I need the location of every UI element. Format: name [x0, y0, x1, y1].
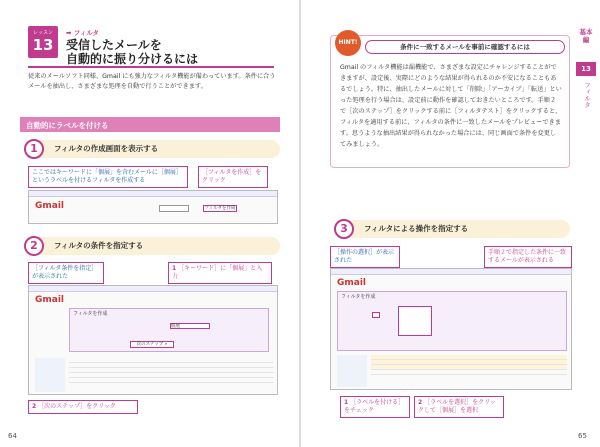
gmail-sidebar-3	[337, 355, 367, 387]
step-3-callout-c	[340, 396, 410, 418]
section-heading: 自動的にラベルを付ける	[20, 117, 280, 132]
step-2-title: フィルタの条件を指定する	[54, 241, 144, 250]
step-2-heading	[30, 237, 280, 255]
step-2-callout-c	[28, 400, 138, 414]
step-3-number: 3	[334, 219, 354, 239]
gmail-topbar-3	[331, 269, 571, 275]
side-tab-sub: フィルタ	[583, 82, 591, 108]
side-tab-label: 基本編	[579, 28, 593, 44]
title-divider	[28, 66, 274, 68]
filter-panel-header: フィルタを作成	[73, 311, 108, 317]
step-3-callout-d	[414, 396, 504, 418]
title-line-2: 自動的に振り分けるには	[66, 52, 199, 66]
hint-icon: HINT!	[335, 30, 361, 56]
list-item[interactable]	[371, 370, 567, 375]
hint-body: Gmail のフィルタ機能は漏機能で、さまざまな設定にチャレンジすることができますが、設定後、実際にどのような結果が得られるのか不安になることもあるでしょう。特に、抽出したメールに対して「削除」「アーカイブ」「転送」といった処理を行う場合は、設定前に動作を確認しておきたいところです。手順２で［次のステップ］をクリックする前に［フィルタテスト］をクリックすると、フィルタを適用する前に、フィルタの条件に一致したメールをプレビューできます。思うような抽出結果が得られなかった場合には、同じ画面で条件を変更してみましょう。	[340, 64, 562, 148]
step-3-heading	[340, 220, 570, 238]
lesson-title	[66, 38, 276, 66]
screenshot-3	[330, 268, 572, 390]
callout-b-text: ［キーワード］に「個展」と入力	[172, 265, 263, 280]
side-tab-number: 13	[576, 62, 596, 76]
step-1-callout-b: ［フィルタを作成］をクリック	[198, 166, 268, 188]
callout-c-text: ［ラベルを付ける］をチェック	[344, 399, 405, 414]
next-step-button[interactable]: 次のステップ »	[130, 341, 174, 348]
step-1-callout-a: ここではキーワードに「個展」を含むメールに［個展］というラベルを付けるフィルタを作成する	[28, 166, 188, 188]
callout-c-num: 2	[32, 403, 37, 410]
hint-title: 条件に一致するメールを事前に確認するには	[365, 40, 565, 54]
book-spine	[299, 0, 301, 447]
page-number-left: 64	[8, 432, 17, 440]
gmail-logo-3: Gmail	[337, 278, 367, 288]
step-3-title: フィルタによる操作を指定する	[364, 224, 469, 233]
lesson-subtitle: ➡ フィルタ	[66, 29, 99, 37]
step-1-heading	[30, 140, 280, 158]
gmail-topbar	[29, 191, 277, 197]
step-1-title: フィルタの作成画面を表示する	[54, 144, 159, 153]
step-3-callout-b: 手順２で指定した条件に一致するメールが表示される	[484, 246, 572, 268]
callout-d-num: 2	[418, 399, 423, 406]
lesson-badge	[28, 26, 58, 58]
gmail-topbar-2	[29, 286, 277, 292]
gmail-sidebar	[35, 358, 65, 392]
apply-label-checkbox[interactable]	[372, 312, 380, 318]
create-filter-button[interactable]: フィルタを作成	[204, 206, 236, 211]
page-number-right: 65	[578, 432, 587, 440]
list-item[interactable]	[69, 378, 274, 383]
gmail-logo: Gmail	[35, 201, 65, 211]
step-3-callout-a: ［操作の選択］が表示された	[330, 246, 400, 268]
title-line-1: 受信したメールを	[66, 38, 162, 52]
callout-d-text: ［ラベルを選択］をクリックして［個展］を選択	[418, 399, 496, 414]
action-panel	[337, 291, 567, 351]
action-panel-header: フィルタを作成	[341, 294, 376, 300]
lesson-number: 13	[32, 36, 54, 54]
step-2-callout-b	[168, 262, 272, 284]
step-1-number: 1	[24, 139, 44, 159]
search-mail-button[interactable]	[159, 205, 189, 212]
callout-b-num: 1	[172, 265, 177, 272]
lesson-label: レッスン	[33, 30, 53, 36]
label-select-dropdown[interactable]	[398, 306, 432, 336]
matched-mail-list	[371, 355, 567, 375]
filter-panel	[69, 308, 269, 352]
intro-text: 従来のメールソフト同様、Gmail にも強力なフィルタ機能が備わっています。条件に合うメールを抽出し、さまざまな処理を自動で行うことができます。	[28, 73, 276, 90]
step-2-callout-a: ［フィルタ条件を指定］が表示された	[28, 262, 104, 284]
screenshot-1	[28, 190, 278, 224]
mail-list	[69, 358, 274, 383]
step-2-number: 2	[24, 236, 44, 256]
callout-c-num: 1	[344, 399, 349, 406]
keyword-input[interactable]: 個展	[170, 323, 210, 329]
screenshot-2	[28, 285, 278, 395]
gmail-logo-2: Gmail	[35, 295, 65, 305]
callout-c-text: ［次のステップ］をクリック	[38, 403, 116, 410]
